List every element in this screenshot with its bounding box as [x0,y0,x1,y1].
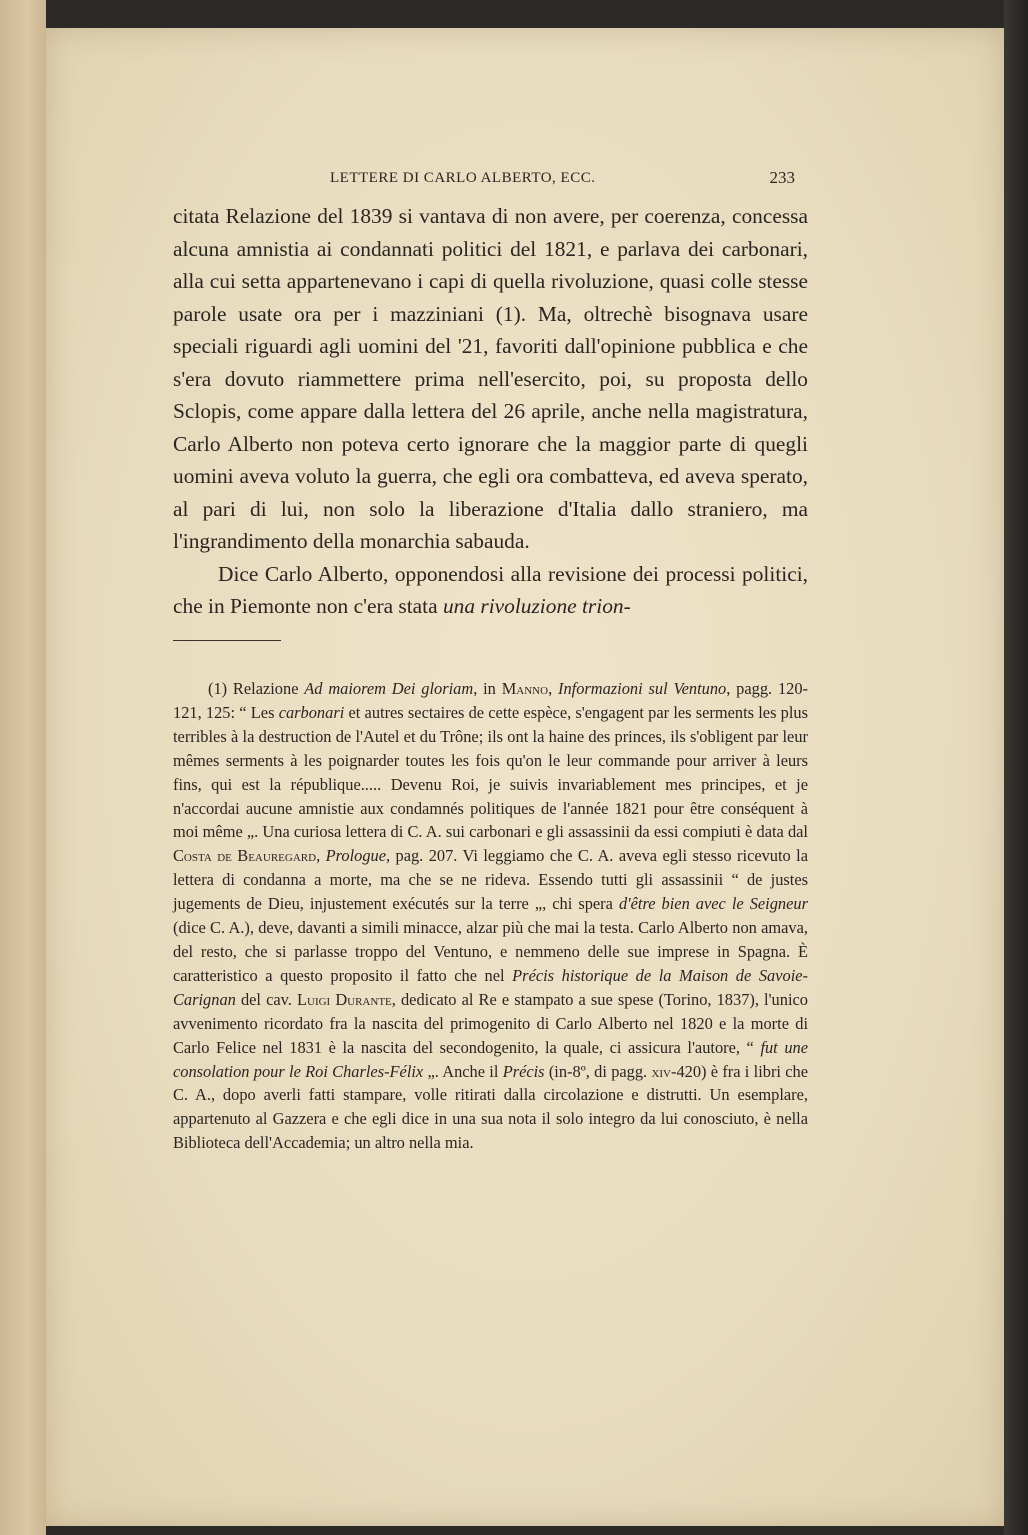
page-number: 233 [769,168,795,187]
fn-seg: „. Anche il [423,1061,503,1081]
fn-seg: , [548,679,558,698]
paragraph-2 [173,558,808,623]
fn-seg: et autres sectaires de cette espèce, s'engagent par les serments les plus terribles à la destruction de l'Autel et du Trône; ils ont la haine des princes, ils s'obligent par leur mêmes serments à les poignarder toutes les fois qu'on le leur commande pour arriver à leurs fins, qui est la république..... Devenu Roi, je suivis invariablement mes principes, et je n'accordai aucune amnistie aux condamnés politiques de l'année 1821 pour être conséquent à moi même „. Una curiosa lettera di C. A. sui carbonari e gli assassinii da essi compiuti è data dal [173,702,809,842]
fn-italic: Prologue [325,846,386,866]
fn-italic: Informazioni sul Ventuno [557,679,727,698]
fn-italic: Précis historique de la Maison de Savoie-Carignan [173,965,808,1009]
fn-seg: , pag. 207. Vi leggiamo che C. A. aveva egli stesso ricevuto la lettera di condanna a morte, ma che se ne rideva. Essendo tutti gli assassinii “ de justes jugements de Dieu, injustement exécutés sur la terre „, chi spera [173,846,809,914]
fn-roman: xiv [651,1061,671,1081]
footnote [173,677,808,1155]
main-text [173,200,808,623]
fn-seg: , pagg. 120-121, 125: “ Les [173,679,808,722]
fn-author: Manno [501,679,549,698]
fn-italic: Ad maiorem Dei gloriam [304,679,474,698]
paragraph-2-text: Dice Carlo Alberto, opponendosi alla revisione dei processi politici, che in Piemonte non c'era stata [173,561,808,618]
fn-seg: (in-8º, di pagg. [544,1061,652,1081]
fn-seg: (dice C. A.), deve, davanti a simili minacce, alzar più che mai la testa. Carlo Alberto non amava, del resto, che si parlasse troppo del Ventuno, e nemmeno delle sue imprese in Spagna. È caratteristico a questo proposito il fatto che nel [173,918,808,985]
scan-right-edge [1004,0,1028,1535]
fn-seg: del cav. [235,989,297,1009]
fn-italic: d'être bien avec le Seigneur [618,894,808,914]
fn-italic: Précis [502,1061,545,1081]
fn-seg: (1) Relazione [208,679,305,698]
left-page-spine [0,0,46,1535]
fn-seg: -420) è fra i libri che C. A., dopo averli fatti stampare, volle ritirati dalla circolazione e distrutti. Un esemplare, appartenuto al Gazzera e che egli dice in una sua nota il solo integro da lui conosciuto, è nella Biblioteca dell'Accademia; un altro nella mia. [173,1061,808,1153]
footnote-1 [173,677,808,1155]
paragraph-1: citata Relazione del 1839 si vantava di non avere, per coerenza, concessa alcuna amnistia ai condannati politici del 1821, e parlava dei carbonari, alla cui setta appartenevano i capi di quella rivoluzione, quasi colle stesse parole usate ora per i mazziniani (1). Ma, oltrechè bisognava usare speciali riguardi agli uomini del '21, favoriti dall'opinione pubblica e che s'era dovuto riammettere prima nell'esercito, poi, su proposta dello Sclopis, come appare dalla lettera del 26 aprile, anche nella magistratura, Carlo Alberto non poteva certo ignorare che la maggior parte di quegli uomini aveva voluto la guerra, che egli ora combatteva, ed aveva sperato, al pari di lui, non solo la liberazione d'Italia dallo straniero, ma l'ingrandimento della monarchia sabauda. [173,204,808,553]
running-head: LETTERE DI CARLO ALBERTO, ECC. [330,170,596,186]
fn-author: Costa de Beauregard [173,846,317,866]
fn-italic: fut une consolation pour le Roi Charles-Félix [173,1037,808,1081]
fn-seg: , in [473,679,502,698]
fn-seg: , [316,846,326,866]
fn-author: Luigi Durante [296,989,392,1009]
footnote-separator [173,640,281,641]
page-header [330,168,795,192]
fn-italic: carbonari [278,702,345,722]
paragraph-2-italic: una rivoluzione trion- [442,594,631,618]
fn-seg: , dedicato al Re e stampato a sue spese (Torino, 1837), l'unico avvenimento ricordato fra la nascita del primogenito di Carlo Alberto nel 1820 e la morte di Carlo Felice nel 1831 è la nascita del secondogenito, la quale, ci assicura l'autore, “ [173,989,808,1057]
